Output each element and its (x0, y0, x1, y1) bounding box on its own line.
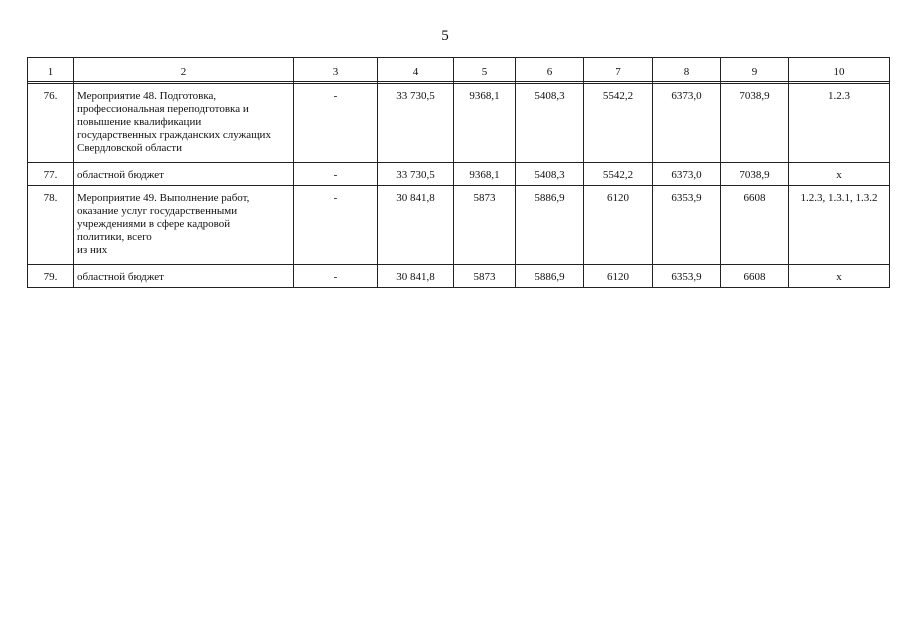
budget-table (27, 57, 890, 288)
cell-col10: х (789, 163, 890, 186)
cell-col3: - (294, 265, 378, 288)
cell-col3: - (294, 163, 378, 186)
column-header: 2 (74, 58, 294, 82)
cell-col9: 7038,9 (721, 163, 789, 186)
cell-col8: 6353,9 (653, 186, 721, 265)
cell-col4: 33 730,5 (378, 84, 454, 163)
cell-col5: 9368,1 (454, 84, 516, 163)
column-header: 7 (584, 58, 653, 82)
cell-col5: 5873 (454, 265, 516, 288)
cell-col8: 6373,0 (653, 163, 721, 186)
column-header: 4 (378, 58, 454, 82)
description-line: оказание услуг государственными (77, 205, 238, 217)
cell-col4: 33 730,5 (378, 163, 454, 186)
row-number: 77. (28, 163, 74, 186)
description-line: Мероприятие 49. Выполнение работ, (77, 192, 250, 204)
column-header: 10 (789, 58, 890, 82)
cell-col4: 30 841,8 (378, 265, 454, 288)
description-line: политики, всего (77, 231, 152, 243)
table-row (28, 84, 890, 163)
cell-col4: 30 841,8 (378, 186, 454, 265)
description-line: повышение квалификации (77, 116, 202, 128)
description-line: профессиональная переподготовка и (77, 103, 249, 115)
cell-col9: 6608 (721, 186, 789, 265)
cell-col8: 6373,0 (653, 84, 721, 163)
column-header: 5 (454, 58, 516, 82)
description-line: учреждениями в сфере кадровой (77, 218, 231, 230)
cell-col8: 6353,9 (653, 265, 721, 288)
table-header-row (28, 58, 890, 82)
column-header: 6 (516, 58, 584, 82)
description-line: областной бюджет (77, 169, 164, 181)
row-description (74, 163, 294, 186)
row-description (74, 186, 294, 265)
description-line: Мероприятие 48. Подготовка, (77, 90, 217, 102)
cell-col7: 5542,2 (584, 163, 653, 186)
column-header: 9 (721, 58, 789, 82)
cell-col9: 6608 (721, 265, 789, 288)
cell-col3: - (294, 84, 378, 163)
cell-col6: 5886,9 (516, 186, 584, 265)
cell-col9: 7038,9 (721, 84, 789, 163)
description-line: из них (77, 244, 108, 256)
cell-col3: - (294, 186, 378, 265)
table-row (28, 163, 890, 186)
table-row (28, 265, 890, 288)
cell-col10: х (789, 265, 890, 288)
cell-col5: 9368,1 (454, 163, 516, 186)
cell-col7: 6120 (584, 265, 653, 288)
page-number: 5 (441, 28, 449, 44)
cell-col10: 1.2.3 (789, 84, 890, 163)
cell-col10: 1.2.3, 1.3.1, 1.3.2 (789, 186, 890, 265)
description-line: государственных гражданских служащих (77, 129, 271, 141)
column-header: 3 (294, 58, 378, 82)
description-line: Свердловской области (77, 142, 182, 154)
table-row (28, 186, 890, 265)
column-header: 8 (653, 58, 721, 82)
cell-col7: 6120 (584, 186, 653, 265)
row-number: 79. (28, 265, 74, 288)
cell-col5: 5873 (454, 186, 516, 265)
row-description (74, 265, 294, 288)
cell-col7: 5542,2 (584, 84, 653, 163)
row-description (74, 84, 294, 163)
cell-col6: 5886,9 (516, 265, 584, 288)
cell-col6: 5408,3 (516, 163, 584, 186)
column-header: 1 (28, 58, 74, 82)
row-number: 78. (28, 186, 74, 265)
row-number: 76. (28, 84, 74, 163)
cell-col6: 5408,3 (516, 84, 584, 163)
description-line: областной бюджет (77, 271, 164, 283)
